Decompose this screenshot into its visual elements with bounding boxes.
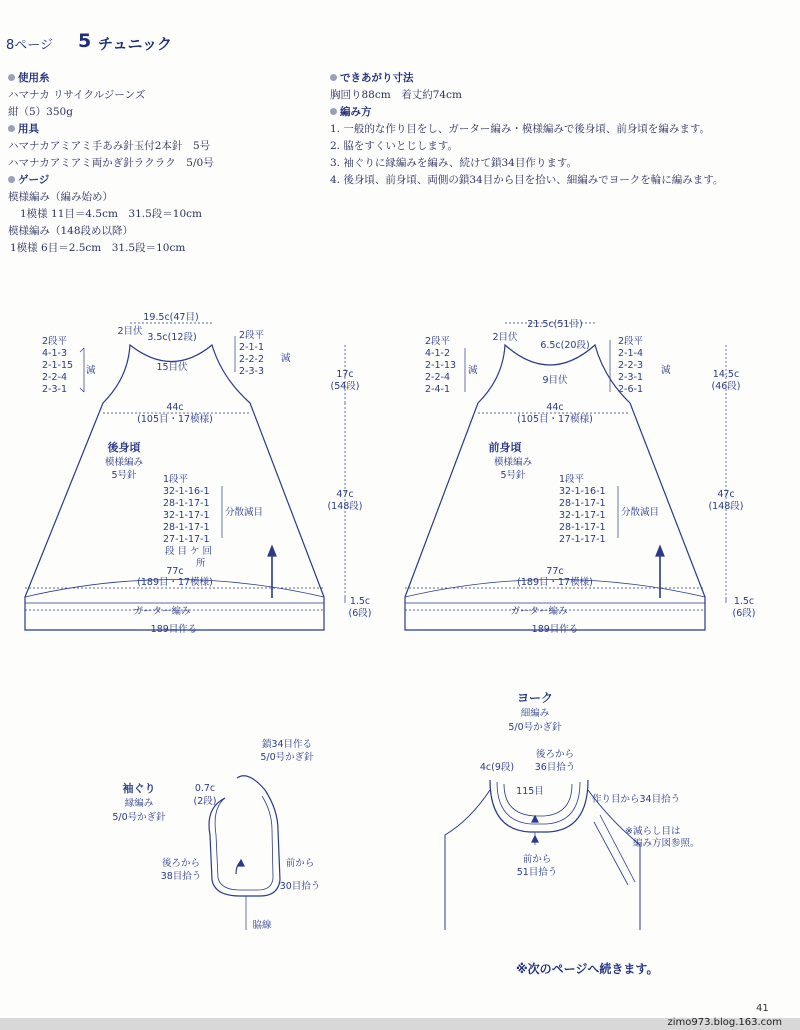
back-dec-rows: 32-1-17-1 <box>163 510 210 521</box>
front-garter-height: 1.5c <box>733 596 755 607</box>
front-cast-on: 189目作る <box>531 624 579 635</box>
back-right-rows: 2-2-2 <box>239 354 264 365</box>
back-hem-stitches: (189目・17模様) <box>137 577 213 588</box>
back-dec-legend: 段 目 ケ 回 <box>165 546 213 557</box>
armhole-outline <box>209 776 280 896</box>
back-right-rows: 2段平 <box>239 330 265 341</box>
back-armhole-height: 17c <box>336 369 354 380</box>
front-left-rows: 2-4-1 <box>425 384 450 395</box>
front-hem-stitches: (189目・17模様) <box>517 577 593 588</box>
back-dec-rows: 28-1-17-1 <box>163 498 210 509</box>
armhole-title: 袖ぐり <box>122 782 156 795</box>
front-dec-rows: 28-1-17-1 <box>559 498 606 509</box>
gauge-heading: ゲージ <box>8 172 49 187</box>
front-top-width: 21.5c(51目) <box>527 319 583 330</box>
gauge-1-title: 模様編み（編み始め） <box>8 191 113 203</box>
back-piece-name: 後身頃 <box>107 441 141 454</box>
armhole-back-count: 38目拾う <box>160 871 202 882</box>
back-body-rows: (148段) <box>327 501 363 512</box>
yoke-stitch: 細編み <box>520 708 550 719</box>
front-neck-depth: 6.5c(20段) <box>540 340 590 351</box>
yoke-back-count: 36目拾う <box>534 762 576 773</box>
yoke-front-count: 51目拾う <box>516 867 558 878</box>
front-right-rows: 2-6-1 <box>618 384 643 395</box>
back-dec-legend: 所 <box>196 558 206 569</box>
back-chest-stitches: (105目・17模様) <box>137 414 213 425</box>
back-right-rows: 2-3-3 <box>239 366 264 377</box>
yarn-heading: 使用糸 <box>8 70 50 85</box>
front-needle: 5号針 <box>500 470 526 481</box>
back-left-rows: 2-2-4 <box>42 372 67 383</box>
back-garter-height: 1.5c <box>349 596 371 607</box>
pattern-title: チュニック <box>98 35 172 53</box>
armhole-hook: 5/0号かぎ針 <box>112 812 166 823</box>
back-shoulder-bind: 2目伏 <box>117 326 143 337</box>
yoke-inner-count: 115目 <box>516 786 544 797</box>
back-chest-width: 44c <box>166 402 184 413</box>
yarn-brand: ハマナカ リサイクルジーンズ <box>8 89 146 101</box>
back-garter-rows: (6段) <box>348 608 372 619</box>
back-dec-rows: 27-1-17-1 <box>163 534 210 545</box>
yarn-amount: 紺（5）350g <box>8 106 73 118</box>
armhole-back-pick: 後ろから <box>161 858 201 869</box>
front-chest-width: 44c <box>546 402 564 413</box>
back-neck-bind: 15目伏 <box>156 362 188 373</box>
front-dec-rows: 27-1-17-1 <box>559 534 606 545</box>
armhole-width-rows: (2段) <box>193 796 217 807</box>
yoke-note: 編み方図参照。 <box>633 838 700 849</box>
front-garter-rows: (6段) <box>732 608 756 619</box>
front-left-rows: 4-1-2 <box>425 348 450 359</box>
gauge-1-value: 1模様 11目＝4.5cm 31.5段＝10cm <box>20 208 202 220</box>
method-step: 3. 袖ぐりに縁編みを編み、続けて鎖34目作ります。 <box>330 157 578 169</box>
method-step: 1. 一般的な作り目をし、ガーター編み・模様編みで後身頃、前身頃を編みます。 <box>330 123 711 135</box>
yoke-back-pick: 後ろから <box>535 749 575 760</box>
front-right-rows: 2-3-1 <box>618 372 643 383</box>
armhole-side-seam: 脇線 <box>252 920 272 931</box>
continued-note: ※次のページへ続きます。 <box>516 962 659 976</box>
front-garter: ガーター編み <box>510 606 568 617</box>
front-shoulder-bind: 2目伏 <box>492 332 518 343</box>
page-reference: 8ページ <box>6 38 54 53</box>
armhole-front-pick: 前から <box>285 858 315 869</box>
back-stitch-pattern: 模様編み <box>104 457 144 468</box>
back-left-rows: 4-1-3 <box>42 348 67 359</box>
front-dec-label: 分散減目 <box>621 507 660 518</box>
yoke-note: ※減らし目は <box>625 826 681 837</box>
pattern-number: 5 <box>78 30 92 52</box>
back-left-rows: 2段平 <box>42 336 68 347</box>
back-hem-width: 77c <box>166 566 184 577</box>
front-stitch-pattern: 模様編み <box>493 457 533 468</box>
back-left-rows: 2-1-15 <box>42 360 74 371</box>
armhole-width: 0.7c <box>194 783 216 794</box>
tools-heading: 用具 <box>8 121 39 136</box>
yoke-width: 4c(9段) <box>479 762 515 773</box>
back-dec-rows: 32-1-16-1 <box>163 486 210 497</box>
method-step: 4. 後身頃、前身頃、両側の鎖34目から目を拾い、細編みでヨークを輪に編みます。 <box>330 174 724 186</box>
yoke-chain-pick: 作り目から34目拾う <box>592 794 681 805</box>
back-right-dec: 減 <box>281 353 291 364</box>
back-dec-rows: 1段平 <box>163 474 189 485</box>
finished-size-heading: できあがり寸法 <box>330 70 414 85</box>
gauge-2-title: 模様編み（148段め以降） <box>8 225 134 237</box>
tool-hook: ハマナカアミアミ両かぎ針ラクラク 5/0号 <box>8 157 214 169</box>
front-right-rows: 2-2-3 <box>618 360 643 371</box>
front-dec-rows: 32-1-17-1 <box>559 510 606 521</box>
back-right-rows: 2-1-1 <box>239 342 264 353</box>
back-dec-rows: 28-1-17-1 <box>163 522 210 533</box>
method-step: 2. 脇をすくいとじします。 <box>330 140 459 152</box>
back-dec-label: 分散減目 <box>225 507 264 518</box>
gauge-2-value: 1模様 6目＝2.5cm 31.5段＝10cm <box>10 242 186 254</box>
back-body-height: 47c <box>336 489 354 500</box>
back-left-dec: 減 <box>86 365 96 376</box>
finished-size-value: 胸回り88cm 着丈約74cm <box>330 89 462 101</box>
tool-needle: ハマナカアミアミ手あみ針玉付2本針 5号 <box>8 140 211 152</box>
front-piece-name: 前身頃 <box>488 441 522 454</box>
front-right-rows: 2-1-4 <box>618 348 643 359</box>
front-left-rows: 2-1-13 <box>425 360 457 371</box>
back-needle: 5号針 <box>111 470 137 481</box>
yoke-front-pick: 前から <box>522 854 552 865</box>
front-armhole-rows: (46段) <box>711 381 741 392</box>
front-dec-rows: 1段平 <box>559 474 585 485</box>
armhole-chain-hook: 5/0号かぎ針 <box>260 752 314 763</box>
front-left-dec: 減 <box>468 365 478 376</box>
front-body-height: 47c <box>717 489 735 500</box>
armhole-stitch: 縁編み <box>124 798 154 809</box>
page-number: 41 <box>756 1003 769 1014</box>
back-armhole-rows: (54段) <box>330 381 360 392</box>
front-body-rows: (148段) <box>708 501 744 512</box>
front-dec-rows: 28-1-17-1 <box>559 522 606 533</box>
armhole-chain: 鎖34目作る <box>261 739 313 750</box>
front-left-rows: 2-2-4 <box>425 372 450 383</box>
back-top-width: 19.5c(47目) <box>143 312 199 323</box>
front-chest-stitches: (105目・17模様) <box>517 414 593 425</box>
front-dec-rows: 32-1-16-1 <box>559 486 606 497</box>
front-right-rows: 2段平 <box>618 336 644 347</box>
front-armhole-height: 14.5c <box>712 369 740 380</box>
front-left-rows: 2段平 <box>425 336 451 347</box>
back-left-rows: 2-3-1 <box>42 384 67 395</box>
footer-url: zimo973.blog.163.com <box>667 1017 782 1028</box>
yoke-hook: 5/0号かぎ針 <box>508 722 562 733</box>
back-garter: ガーター編み <box>133 606 191 617</box>
front-right-dec: 減 <box>661 365 671 376</box>
front-neck-bind: 9目伏 <box>542 375 568 386</box>
back-neck-depth: 3.5c(12段) <box>147 332 197 343</box>
front-hem-width: 77c <box>546 566 564 577</box>
armhole-front-count: 30目拾う <box>279 881 321 892</box>
method-heading: 編み方 <box>330 104 372 119</box>
back-cast-on: 189目作る <box>150 624 198 635</box>
yoke-title: ヨーク <box>516 691 554 705</box>
